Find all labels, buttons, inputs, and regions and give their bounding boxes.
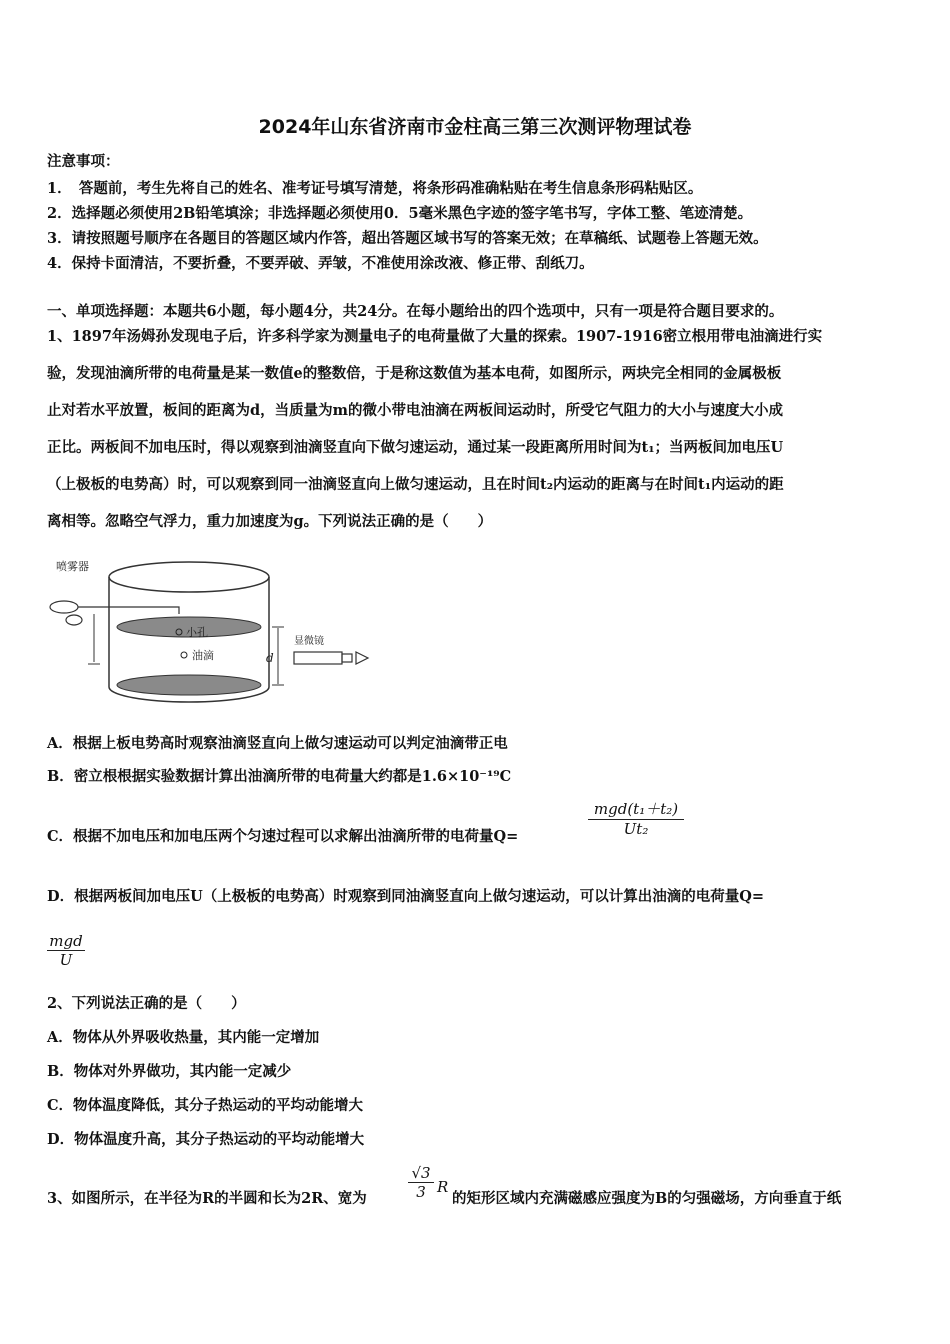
frac-numerator: mgd [49,932,83,950]
droplet-icon [181,652,187,658]
q1-option-d-fraction [47,932,85,969]
frac-denominator: 3 [416,1183,426,1201]
notice-item-2: 2．选择题必须使用2B铅笔填涂；非选择题必须使用0．5毫米黑色字迹的签字笔书写，字体工整、笔迹清楚。 [47,205,753,222]
question-2-stem: 2、下列说法正确的是（ ） [47,995,246,1012]
frac-denominator: Ut₂ [623,820,649,838]
q1-option-a: A．根据上板电势高时观察油滴竖直向上做匀速运动可以判定油滴带正电 [47,735,508,752]
microscope-tube [294,652,342,664]
page-title: 2024年山东省济南市金柱高三第三次测评物理试卷 [258,116,692,138]
sprayer-bulb [50,601,78,613]
frac-numerator: mgd(t₁＋t₂) [593,800,679,818]
q1-stem-line: 1、1897年汤姆孙发现电子后，许多科学家为测量电子的电荷量做了大量的探索。1907-1916密立根用带电油滴进行实 [47,328,823,345]
question-3-stem-end: 的矩形区域内充满磁感应强度为B的匀强磁场，方向垂直于纸 [452,1190,842,1207]
frac-numerator: √3 [411,1164,431,1182]
frac-denominator: U [59,951,73,969]
q1-stem-line: （上极板的电势高）时，可以观察到同一油滴竖直向上做匀速运动，且在时间t₂内运动的距离与在时间t₁内运动的距 [47,476,784,493]
notice-item-3: 3．请按照题号顺序在各题目的答题区域内作答，超出答题区域书写的答案无效；在草稿纸、试题卷上答题无效。 [47,230,768,247]
label-sprayer: 喷雾器 [56,560,89,573]
notice-item-4: 4．保持卡面清洁，不要折叠，不要弄破、弄皱，不准使用涂改液、修正带、刮纸刀。 [47,255,594,272]
q1-option-b: B．密立根根据实验数据计算出油滴所带的电荷量大约都是1.6×10⁻¹⁹C [47,768,512,785]
q1-stem-line: 离相等。忽略空气浮力，重力加速度为g。下列说法正确的是（ ） [47,513,493,530]
q2-option-d: D．物体温度升高，其分子热运动的平均动能增大 [47,1131,365,1148]
label-microscope: 显微镜 [294,636,324,647]
label-d: d [266,651,274,665]
q1-option-c: C．根据不加电压和加电压两个匀速过程可以求解出油滴所带的电荷量Q= [47,828,519,845]
label-droplet: 油滴 [192,649,214,662]
q2-option-a: A．物体从外界吸收热量，其内能一定增加 [47,1029,320,1046]
question-1-stem [47,318,905,540]
q2-option-c: C．物体温度降低，其分子热运动的平均动能增大 [47,1097,364,1114]
lower-plate [117,675,261,695]
notice-heading: 注意事项： [47,153,120,170]
oil-drop-figure [44,552,384,712]
q1-option-c-fraction [588,798,684,838]
question-3-stem-start: 3、如图所示，在半径为R的半圆和长为2R、宽为 [47,1190,367,1207]
q3-fraction-var: R [437,1178,449,1196]
sprayer-tube [78,607,179,614]
eye-icon [356,652,368,664]
cylinder-top [109,562,269,592]
sprayer-nozzle [66,615,82,625]
notice-item-1: 1． 答题前，考生先将自己的姓名、准考证号填写清楚，将条形码准确粘贴在考生信息条形码粘贴区。 [47,180,703,197]
q1-stem-line: 验，发现油滴所带的电荷量是某一数值e的整数倍，于是称这数值为基本电荷，如图所示，两块完全相同的金属极板 [47,365,782,382]
microscope-eyepiece [342,654,352,662]
q1-stem-line: 止对若水平放置，板间的距离为d，当质量为m的微小带电油滴在两板间运动时，所受它气阻力的大小与速度大小成 [47,402,783,419]
label-hole: 小孔 [186,626,208,639]
q2-option-b: B．物体对外界做功，其内能一定减少 [47,1063,292,1080]
q1-option-d: D．根据两板间加电压U（上极板的电势高）时观察到同油滴竖直向上做匀速运动，可以计算出油滴的电荷量Q= [47,888,764,905]
q3-fraction [408,1164,434,1201]
q1-stem-line: 正比。两板间不加电压时，得以观察到油滴竖直向下做匀速运动，通过某一段距离所用时间为t₁；当两板间加电压U [47,439,784,456]
section-heading: 一、单项选择题：本题共6小题，每小题4分，共24分。在每小题给出的四个选项中，只有一项是符合题目要求的。 [47,303,784,320]
